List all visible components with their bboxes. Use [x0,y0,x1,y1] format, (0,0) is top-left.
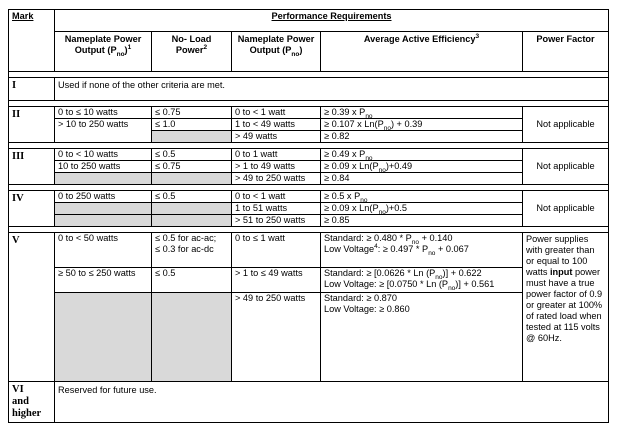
table-cell: ≥ 0.5 x $P_{no}$ [321,191,523,203]
table-cell: ≤ 1.0 [152,119,232,131]
table-cell: 0 to ≤ 10 watts [55,107,152,119]
shaded-cell [55,203,152,215]
mark-iii-row-1 [9,149,609,161]
table-cell: ≥ 0.82 [321,131,523,143]
col-header-output: Nameplate Power Output $(P_{no})^1$ [55,32,152,72]
table-cell: 0 to < 50 watts [55,233,152,268]
col-header-power-factor: Power Factor [523,32,609,72]
table-cell: ≤ 0.75 [152,161,232,173]
table-cell: > 49 watts [232,131,321,143]
mark-label-vi: VI and higher [9,382,55,423]
col-header-nameplate: Nameplate Power Output $(P_{no})$ [232,32,321,72]
table-cell: > 1 to 49 watts [232,161,321,173]
performance-requirements-table [8,9,609,423]
table-cell: 0 to 1 watt [232,149,321,161]
mark-label-ii: II [9,107,55,143]
table-cell: > 49 to 250 watts [232,293,321,382]
table-cell: 0 to < 1 watt [232,107,321,119]
table-cell: 0 to < 1 watt [232,191,321,203]
table-cell: ≥ 0.09 x $Ln(P_{no})+0.49$ [321,161,523,173]
table-cell: ≤ 0.5 for ac-ac; ≤ 0.3 for ac-dc [152,233,232,268]
mark-column-header: Mark [9,10,55,72]
mark-iv-row-2 [9,203,609,215]
mark-ii-power-factor: Not applicable [523,107,609,143]
table-cell: Standard: ≥ 0.870 Low Voltage: ≥ 0.860 [321,293,523,382]
mark-v-row-1 [9,233,609,268]
table-cell: 0 to < 10 watts [55,149,152,161]
table-cell: Standard: ≥ $0.480 * P_{no} + 0.140$ Low Voltage$^4$: ≥ $0.497 * P_{no} + 0.067$ [321,233,523,268]
mark-ii-row-1 [9,107,609,119]
shaded-cell [152,131,232,143]
table-cell: > 49 to 250 watts [232,173,321,185]
shaded-cell [152,293,232,382]
table-cell: ≥ 0.84 [321,173,523,185]
col-header-no-load: No- Load Power$^2$ [152,32,232,72]
mark-label-i: I [9,78,55,101]
mark-label-v: V [9,233,55,382]
table-cell: ≥ 50 to ≤ 250 watts [55,268,152,293]
col-header-efficiency: Average Active Efficiency$^3$ [321,32,523,72]
table-cell: ≥ 0.85 [321,215,523,227]
mark-label-iii: III [9,149,55,185]
shaded-cell [55,293,152,382]
performance-requirements-header: Performance Requirements [55,10,609,32]
shaded-cell [55,173,152,185]
mark-iv-row-3 [9,215,609,227]
mark-label-iv: IV [9,191,55,227]
table-cell: > 1 to ≤ 49 watts [232,268,321,293]
table-cell: ≤ 0.5 [152,268,232,293]
table-cell: ≥ 0.09 x $Ln(P_{no})+0.5$ [321,203,523,215]
mark-iii-power-factor: Not applicable [523,149,609,185]
table-cell: ≤ 0.5 [152,191,232,203]
mark-vi-row [9,382,609,423]
mark-vi-text: Reserved for future use. [55,382,609,423]
mark-v-row-3 [9,293,609,382]
header-row-top [9,10,609,32]
performance-table-wrapper [8,9,609,423]
mark-iii-row-2 [9,161,609,173]
shaded-cell [152,173,232,185]
mark-iv-power-factor: Not applicable [523,191,609,227]
mark-v-power-factor: Power supplies with greater than or equal to 100 watts input power must have a true power factor of 0.9 or greater at 100% of rated load when tested at 115 volts @ 60Hz. [523,233,609,382]
mark-iv-row-1 [9,191,609,203]
table-cell: > 10 to 250 watts [55,119,152,143]
table-cell: 10 to 250 watts [55,161,152,173]
table-cell: ≥ 0.39 x $P_{no}$ [321,107,523,119]
table-cell: > 51 to 250 watts [232,215,321,227]
mark-i-row [9,78,609,101]
mark-ii-row-2 [9,119,609,131]
table-cell: 0 to 250 watts [55,191,152,203]
table-cell: 1 to < 49 watts [232,119,321,131]
table-cell: ≥ 0.49 x $P_{no}$ [321,149,523,161]
shaded-cell [55,215,152,227]
mark-iii-row-3 [9,173,609,185]
mark-v-row-2 [9,268,609,293]
table-cell: ≤ 0.5 [152,149,232,161]
header-row-columns [9,32,609,72]
shaded-cell [152,215,232,227]
table-cell: 1 to 51 watts [232,203,321,215]
table-cell: ≤ 0.75 [152,107,232,119]
table-cell: 0 to ≤ 1 watt [232,233,321,268]
shaded-cell [152,203,232,215]
mark-i-text: Used if none of the other criteria are met. [55,78,609,101]
table-cell: ≥ 0.107 x $Ln(P_{no}) + 0.39$ [321,119,523,131]
table-cell: Standard: ≥ [0.0626 * Ln $(P_{no})] + 0.622$ Low Voltage: ≥ [0.0750 * Ln $(P_{no})] + 0.561$ [321,268,523,293]
